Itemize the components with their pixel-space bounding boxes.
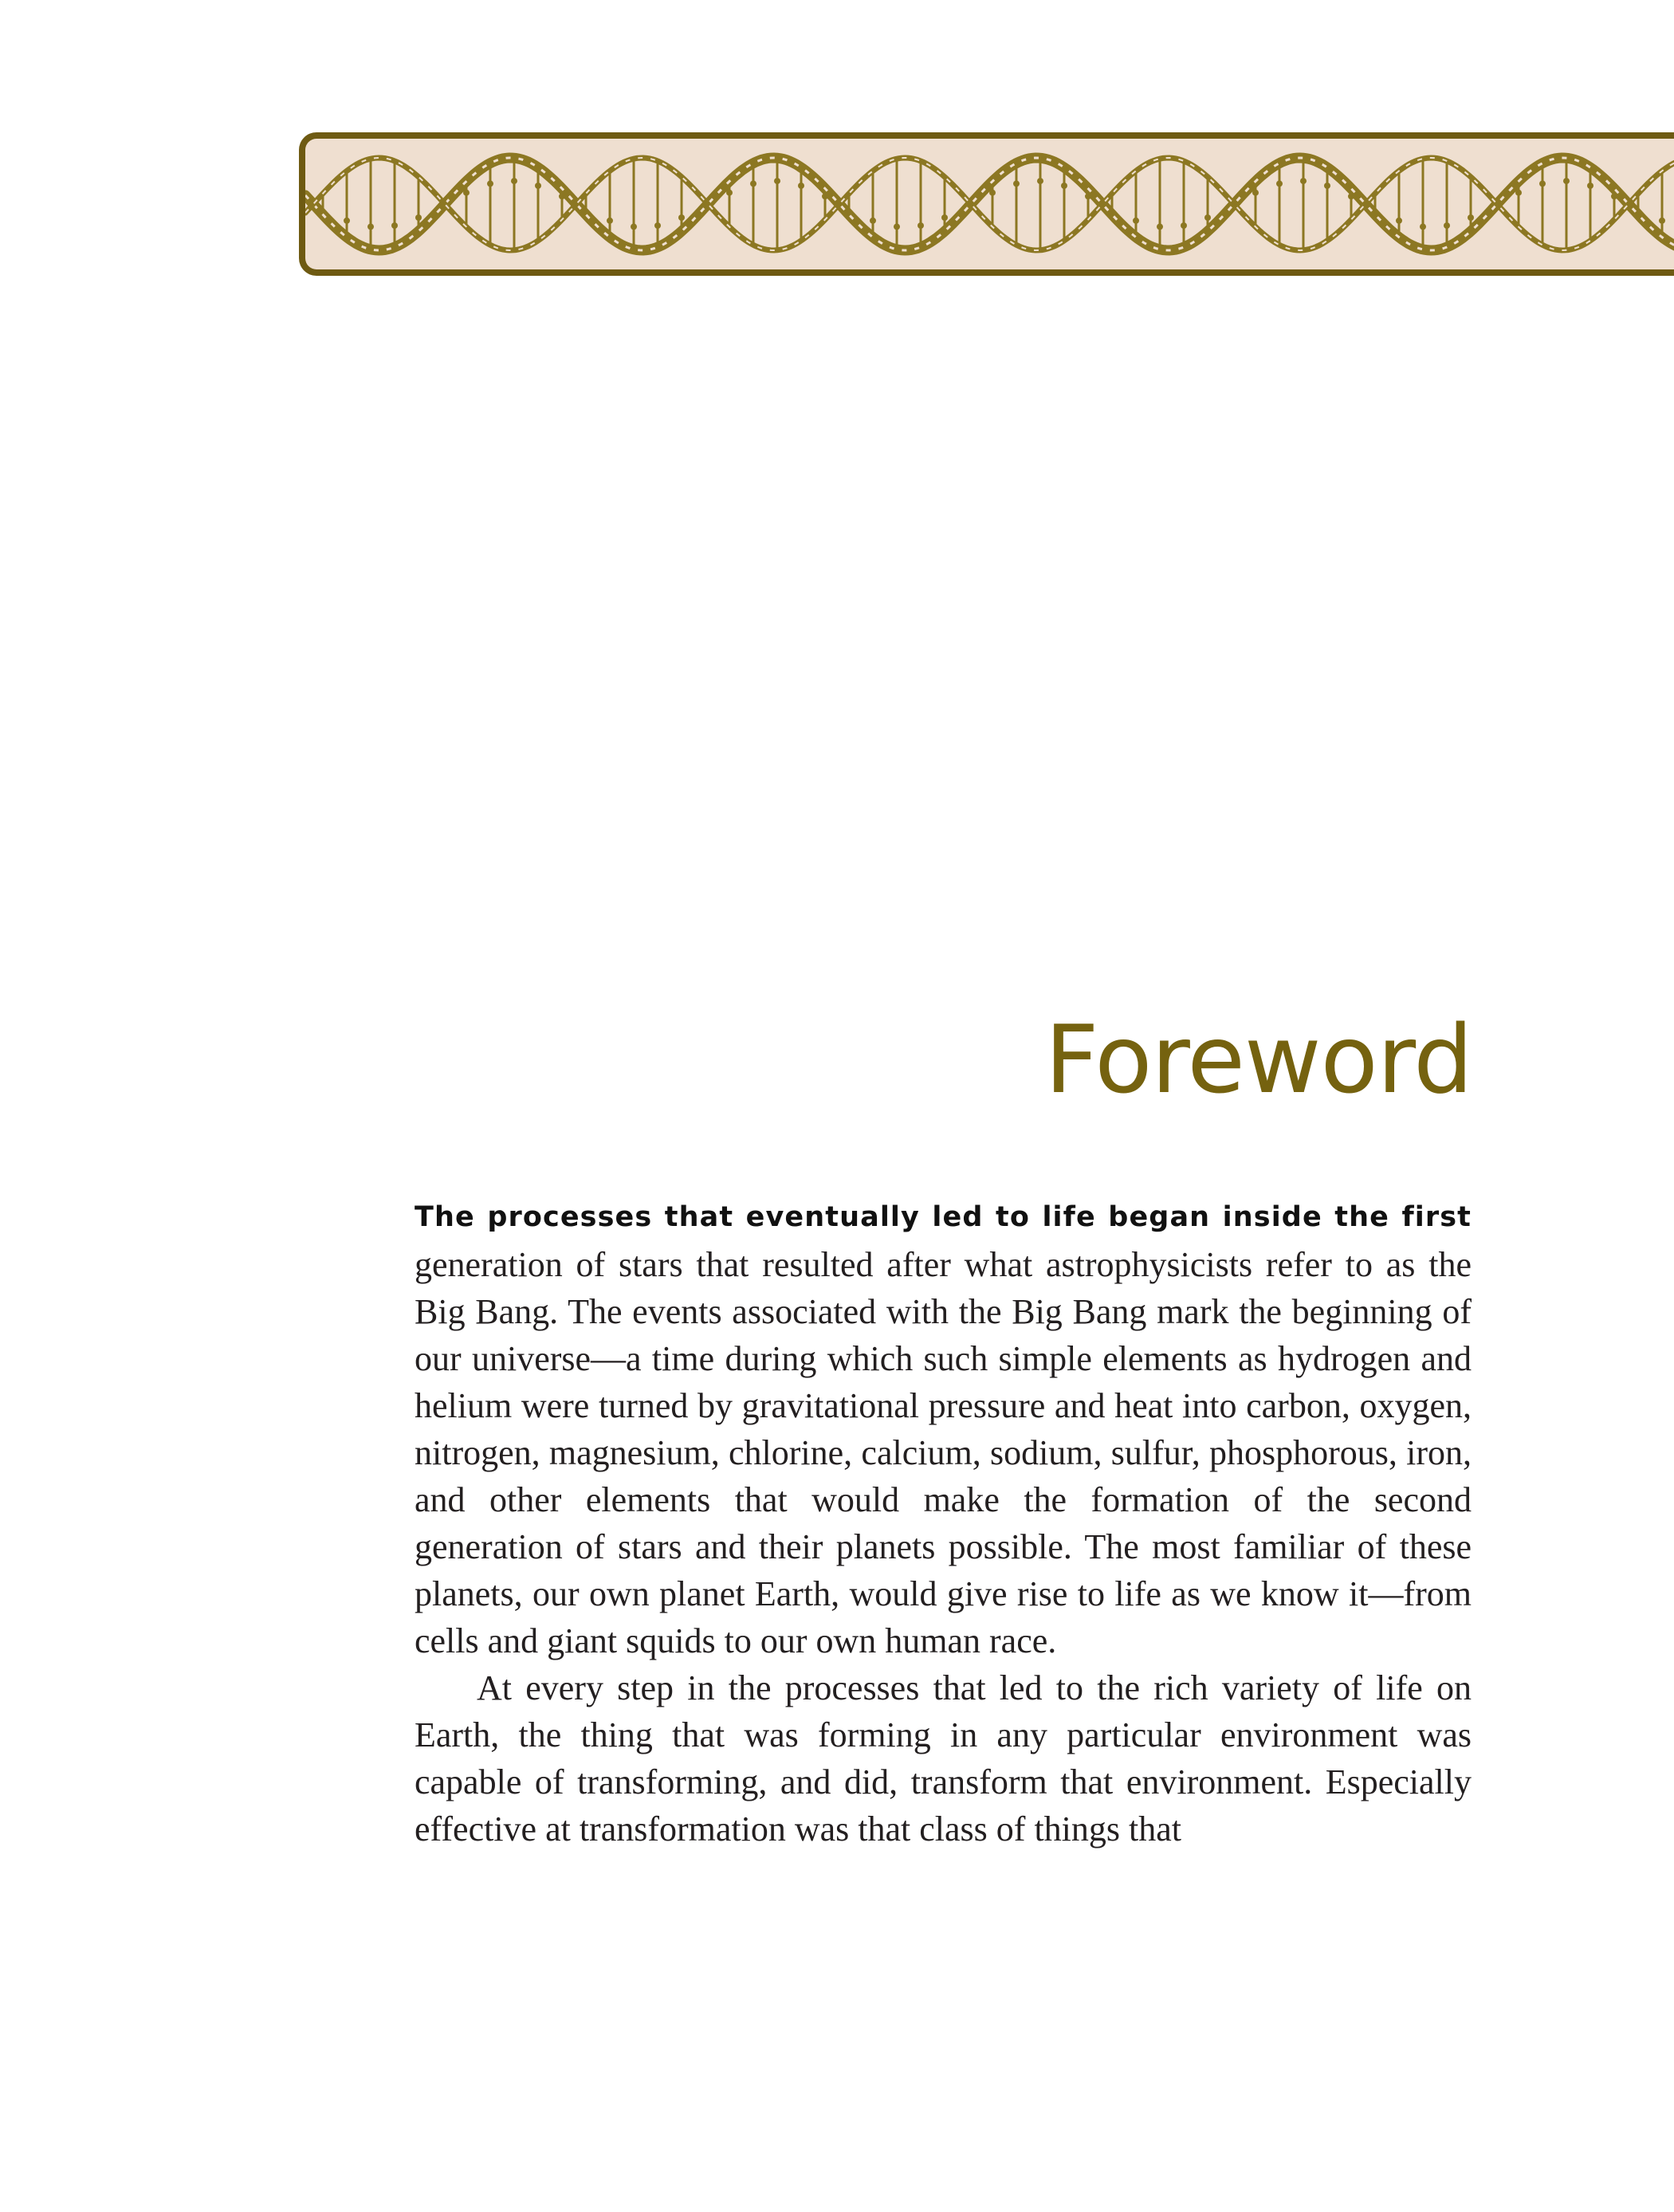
paragraph-1-text: generation of stars that resulted after what astrophysicists refer to as the Big Bang. The events associated with the Big Bang mark the beginning of our universe—a time during which such simple elements as hydrogen and helium were turned by gravitational pressure and heat into carbon, oxygen, nitrogen, magnesium, chlorine, calcium, sodium, sulfur, phosphorous, iron, and other elements that would make the formation of the second generation of stars and their planets possible. The most familiar of these planets, our own planet Earth, would give rise to life as we know it—from cells and giant squids to our own human race. [415, 1245, 1472, 1660]
page-title: Foreword [1044, 1004, 1472, 1114]
helix-base-dot [1324, 183, 1330, 189]
dna-banner [299, 132, 1674, 276]
helix-base-dot [894, 223, 900, 230]
helix-base-dot [1444, 222, 1450, 229]
helix-base-dot [1468, 214, 1474, 221]
helix-base-dot [1420, 223, 1426, 230]
helix-base-dot [1157, 223, 1163, 230]
helix-base-dot [654, 222, 661, 229]
paragraph-2: At every step in the processes that led to the rich variety of life on Earth, the thing that was forming in any particular environment was capable of transforming, and did, transform that environment. Especially effective at transformation was that class of things that [415, 1668, 1472, 1849]
helix-base-dot [774, 178, 780, 184]
helix-base-dot [678, 214, 685, 221]
helix-base-dot [344, 218, 350, 224]
helix-base-dot [1276, 180, 1283, 187]
paragraph-1 [415, 1191, 1472, 1664]
helix-base-dot [1061, 183, 1067, 189]
helix-base-dot [1013, 180, 1020, 187]
helix-base-dot [918, 222, 924, 229]
helix-base-dot [798, 183, 804, 189]
lead-in-text: The processes that eventually led to life began inside the first [415, 1201, 1472, 1233]
helix-base-dot [487, 180, 493, 187]
helix-base-dot [1659, 218, 1665, 224]
helix-base-dot [535, 183, 541, 189]
helix-base-dot [750, 180, 756, 187]
helix-base-dot [870, 218, 876, 224]
helix-base-dot [631, 223, 637, 230]
dna-helix-icon [305, 139, 1674, 269]
helix-base-dot [1037, 178, 1043, 184]
helix-base-dot [1133, 218, 1139, 224]
helix-base-dot [1204, 214, 1211, 221]
helix-base-dot [367, 223, 374, 230]
helix-base-dot [941, 214, 948, 221]
helix-base-dot [415, 214, 422, 221]
helix-base-dot [1539, 180, 1546, 187]
helix-base-dot [511, 178, 517, 184]
helix-base-dot [391, 222, 398, 229]
body-text [415, 1191, 1472, 1853]
helix-base-dot [607, 218, 613, 224]
helix-base-dot [1587, 183, 1593, 189]
helix-base-dot [1300, 178, 1307, 184]
helix-base-dot [1563, 178, 1570, 184]
helix-base-dot [1181, 222, 1187, 229]
helix-base-dot [1396, 218, 1402, 224]
